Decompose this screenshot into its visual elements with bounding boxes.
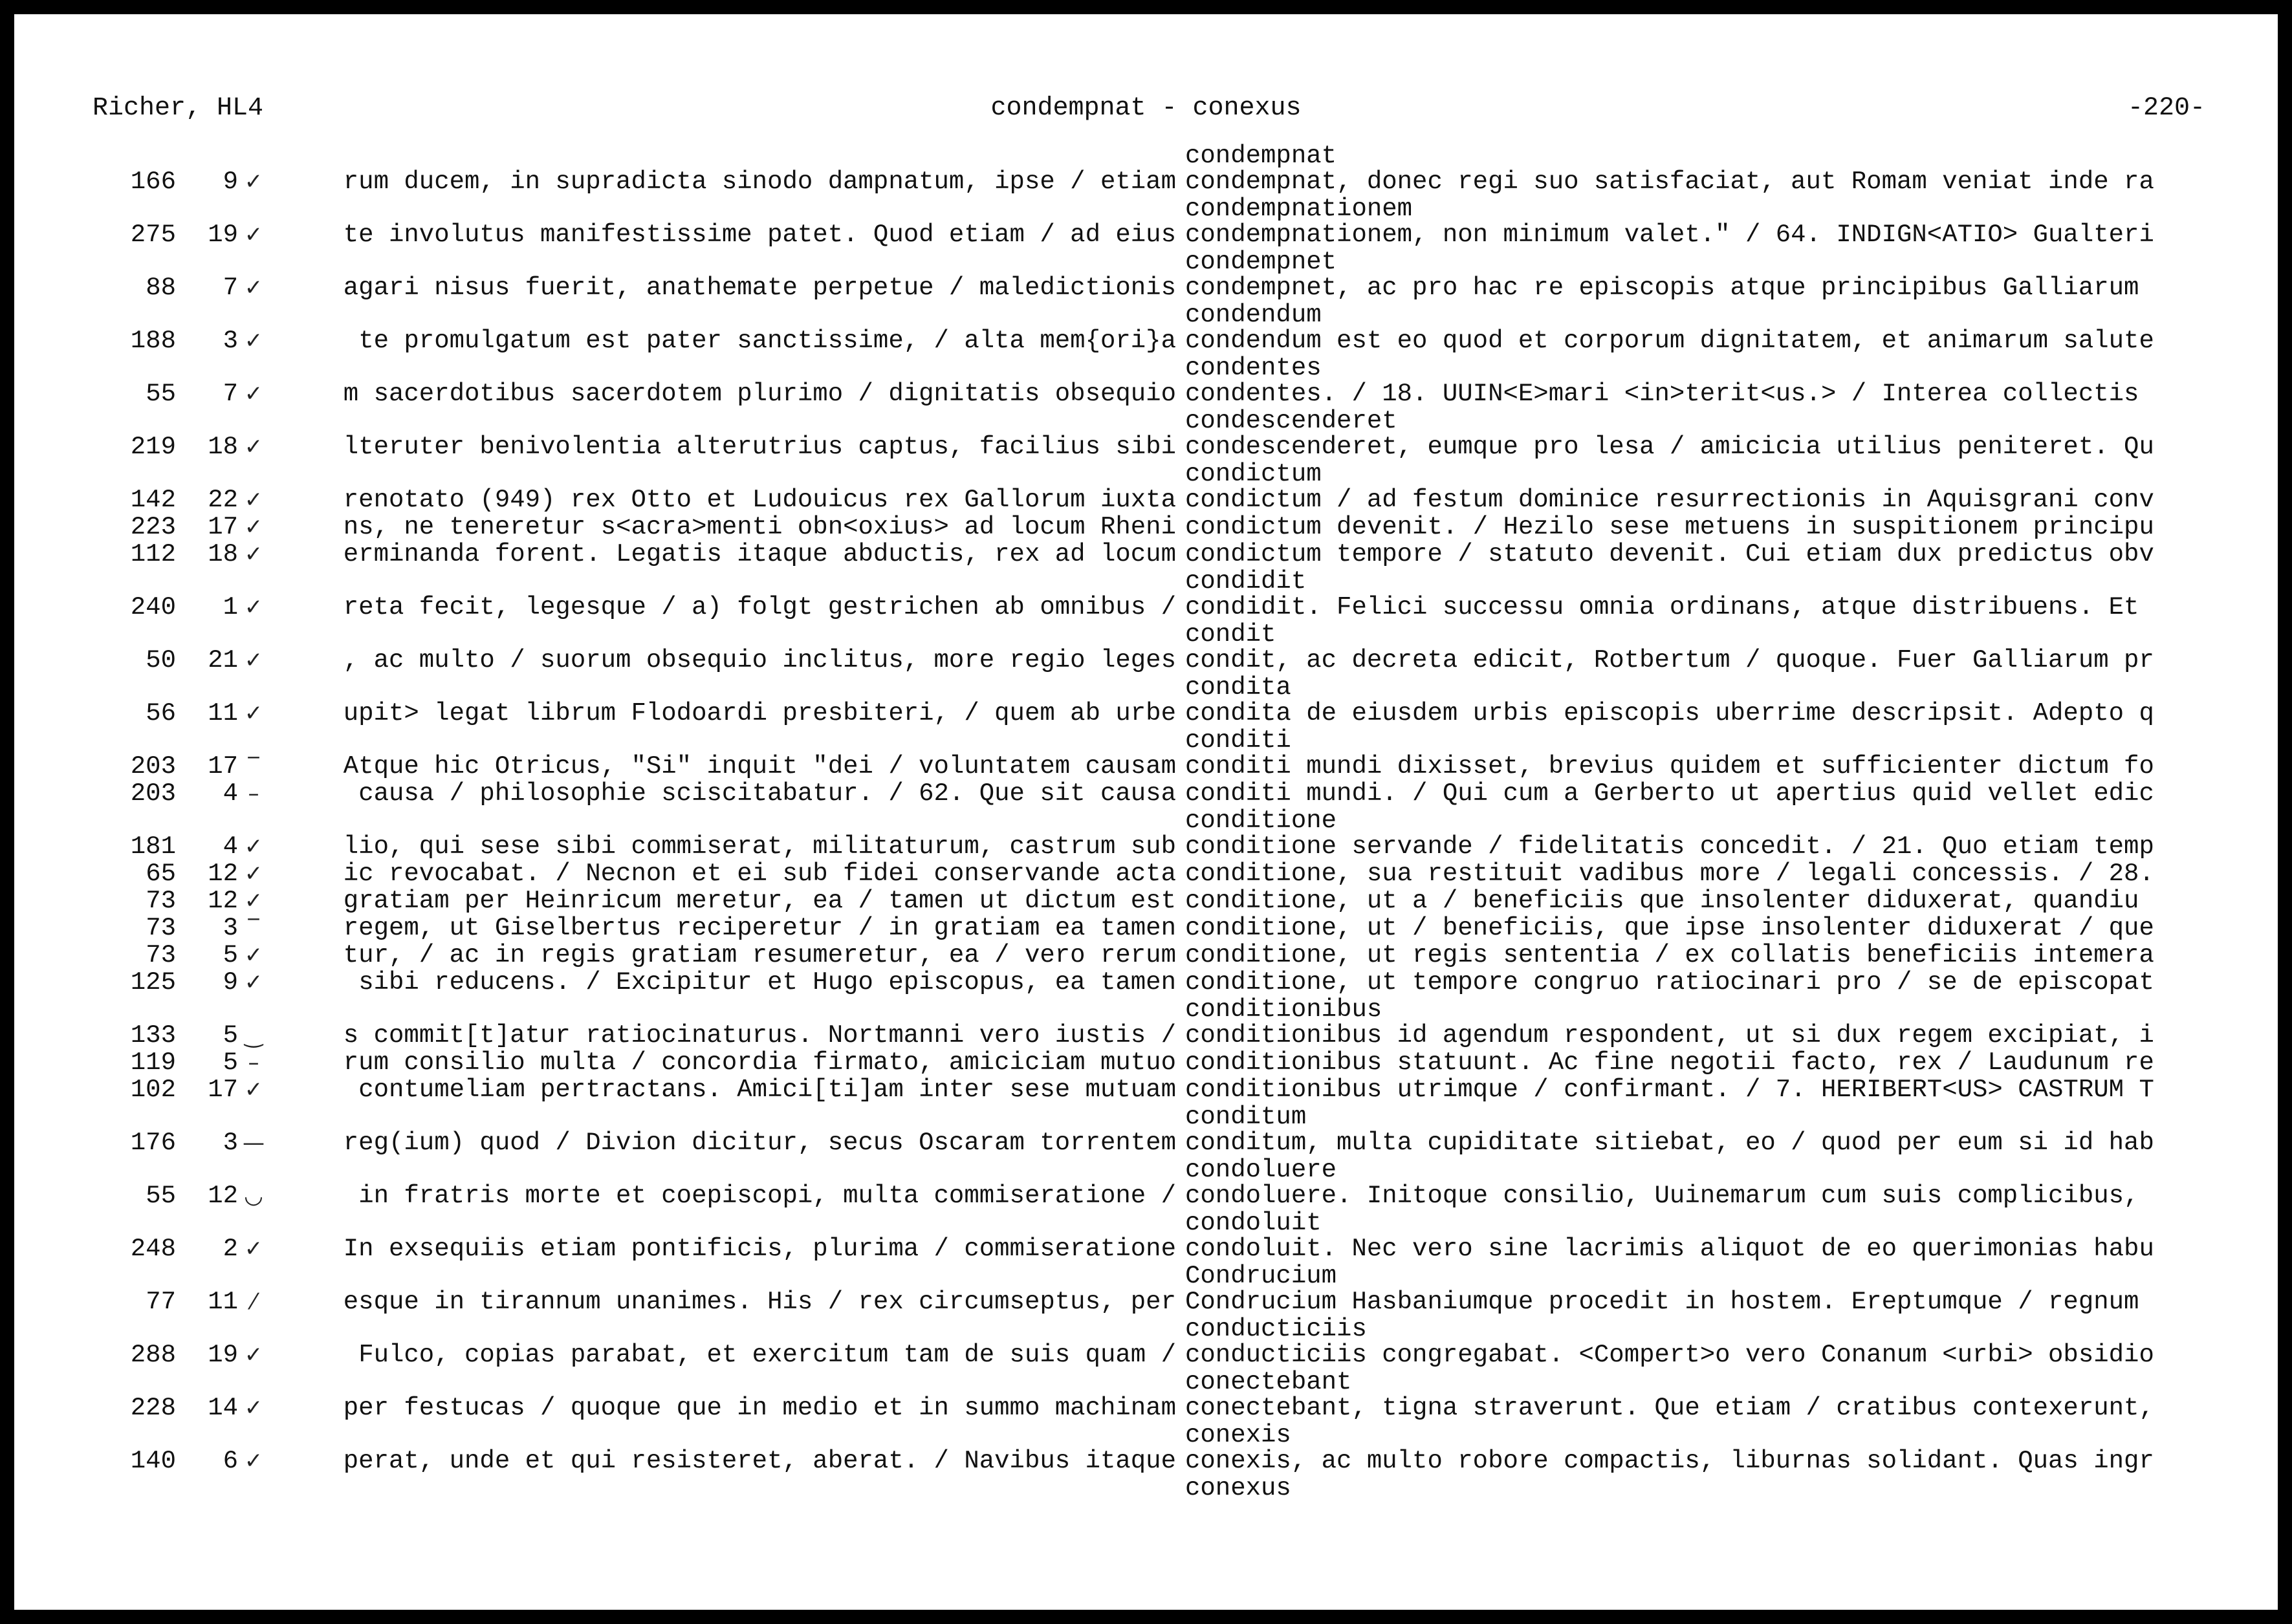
lemma-heading: condempnat <box>1185 142 1337 170</box>
concordance-page <box>14 14 2278 1610</box>
lemma-heading: condempnet <box>1185 248 1337 276</box>
left-context: rum ducem, in supradicta sinodo dampnatum, ipse / etiam <box>343 168 1176 195</box>
lemma-heading: conditione <box>1185 807 1337 835</box>
keyword-context: condictum tempore / statuto devenit. Cui etiam dux predictus obv <box>1185 541 2154 568</box>
lemma-heading: condentes <box>1185 354 1322 382</box>
left-context: per festucas / quoque que in medio et in summo machinam <box>343 1394 1176 1422</box>
lemma-heading: condendum <box>1185 301 1322 329</box>
check-mark-icon: ✓ <box>244 942 263 968</box>
keyword-context: condempnet, ac pro hac re episcopis atque principibus Galliarum <box>1185 274 2139 301</box>
left-context: in fratris morte et coepiscopi, multa commiseratione / <box>358 1182 1176 1209</box>
page-reference: 275 <box>130 221 176 249</box>
check-mark-icon: – <box>248 781 259 807</box>
line-number: 17 <box>208 1076 238 1104</box>
left-context: agari nisus fuerit, anathemate perpetue / maledictionis <box>343 274 1176 301</box>
check-mark-icon: – <box>248 1050 259 1076</box>
line-number: 5 <box>223 1048 238 1077</box>
line-number: 7 <box>223 380 238 408</box>
check-mark-icon: ✓ <box>244 275 263 301</box>
page-reference: 181 <box>130 832 176 861</box>
line-number: 21 <box>208 646 238 675</box>
keyword-context: condentes. / 18. UUIN<E>mari <in>terit<us.> / Interea collectis <box>1185 380 2139 407</box>
left-context: renotato (949) rex Otto et Ludouicus rex Gallorum iuxta <box>343 486 1176 514</box>
check-mark-icon: ‾ <box>248 915 259 941</box>
lemma-heading: condita <box>1185 673 1291 702</box>
check-mark-icon: ✓ <box>244 647 263 673</box>
page-reference: 228 <box>130 1394 176 1422</box>
lemma-heading: conditi <box>1185 726 1291 755</box>
page-reference: 56 <box>146 699 176 728</box>
keyword-context: conditionibus id agendum respondent, ut si dux regem excipiat, i <box>1185 1022 2154 1049</box>
line-number: 9 <box>223 968 238 997</box>
check-mark-icon: ✓ <box>244 834 263 860</box>
check-mark-icon: ✓ <box>244 169 263 195</box>
left-context: sibi reducens. / Excipitur et Hugo episcopus, ea tamen <box>358 969 1176 996</box>
left-context: upit> legat librum Flodoardi presbiteri, / quem ab urbe <box>343 700 1176 727</box>
lemma-heading: conditionibus <box>1185 995 1382 1024</box>
check-mark-icon: ✓ <box>244 487 263 513</box>
page-reference: 176 <box>130 1129 176 1157</box>
lemma-heading: condidit <box>1185 567 1307 596</box>
lemma-heading: condescenderet <box>1185 407 1397 435</box>
page-reference: 119 <box>130 1048 176 1077</box>
page-reference: 140 <box>130 1447 176 1475</box>
keyword-context: conectebant, tigna straverunt. Que etiam / cratibus contexerunt, <box>1185 1394 2154 1422</box>
page-reference: 203 <box>130 779 176 808</box>
left-context: s commit[t]atur ratiocinaturus. Nortmanni vero iustis / <box>343 1022 1176 1049</box>
line-number: 19 <box>208 1341 238 1369</box>
page-reference: 240 <box>130 593 176 622</box>
line-number: 5 <box>223 941 238 969</box>
keyword-context: condoluere. Initoque consilio, Uuinemarum cum suis complicibus, <box>1185 1182 2139 1209</box>
page-reference: 112 <box>130 540 176 568</box>
left-context: lio, qui sese sibi commiserat, militaturum, castrum sub <box>343 833 1176 860</box>
page-reference: 219 <box>130 433 176 461</box>
check-mark-icon: ◡ <box>244 1183 263 1209</box>
header-source: Richer, HL4 <box>93 94 264 123</box>
lemma-heading: conectebant <box>1185 1368 1352 1396</box>
keyword-context: condictum / ad festum dominice resurrectionis in Aquisgrani conv <box>1185 486 2154 514</box>
check-mark-icon: ✓ <box>244 434 263 460</box>
line-number: 18 <box>208 540 238 568</box>
page-reference: 102 <box>130 1076 176 1104</box>
left-context: causa / philosophie sciscitabatur. / 62. Que sit causa <box>358 780 1176 807</box>
left-context: Atque hic Otricus, "Si" inquit "dei / voluntatem causam <box>343 753 1176 780</box>
left-context: m sacerdotibus sacerdotem plurimo / dignitatis obsequio <box>343 380 1176 407</box>
check-mark-icon: ✓ <box>244 1236 263 1262</box>
page-reference: 88 <box>146 274 176 302</box>
page-reference: 203 <box>130 752 176 781</box>
page-reference: 166 <box>130 168 176 196</box>
lemma-heading: conexus <box>1185 1474 1291 1502</box>
line-number: 4 <box>223 832 238 861</box>
lemma-heading: conditum <box>1185 1103 1307 1131</box>
keyword-context: condempnationem, non minimum valet." / 64. INDIGN<ATIO> Gualteri <box>1185 221 2154 248</box>
keyword-context: condit, ac decreta edicit, Rotbertum / quoque. Fuer Galliarum pr <box>1185 647 2154 674</box>
keyword-context: condendum est eo quod et corporum dignitatem, et animarum salute <box>1185 327 2154 354</box>
page-reference: 77 <box>146 1288 176 1316</box>
check-mark-icon: ⁄ <box>252 1289 256 1315</box>
check-mark-icon: — <box>243 1130 265 1156</box>
line-number: 5 <box>223 1021 238 1050</box>
page-reference: 248 <box>130 1235 176 1263</box>
keyword-context: conditionibus statuunt. Ac fine negotii facto, rex / Laudunum re <box>1185 1049 2154 1076</box>
left-context: reg(ium) quod / Divion dicitur, secus Oscaram torrentem <box>343 1129 1176 1156</box>
lemma-heading: condempnationem <box>1185 195 1413 223</box>
keyword-context: conducticiis congregabat. <Compert>o vero Conanum <urbi> obsidio <box>1185 1341 2154 1369</box>
keyword-context: conditi mundi. / Qui cum a Gerberto ut apertius quid vellet edic <box>1185 780 2154 807</box>
line-number: 22 <box>208 486 238 514</box>
page-reference: 288 <box>130 1341 176 1369</box>
line-number: 12 <box>208 887 238 915</box>
keyword-context: conditionibus utrimque / confirmant. / 7. HERIBERT<US> CASTRUM T <box>1185 1076 2154 1103</box>
lemma-heading: conducticiis <box>1185 1315 1367 1343</box>
left-context: tur, / ac in regis gratiam resumeretur, ea / vero rerum <box>343 942 1176 969</box>
lemma-heading: condoluit <box>1185 1209 1322 1237</box>
left-context: ic revocabat. / Necnon et ei sub fidei conservande acta <box>343 860 1176 887</box>
check-mark-icon: ‾ <box>248 753 259 779</box>
keyword-context: conditione, ut / beneficiis, que ipse insolenter diduxerat / que <box>1185 915 2154 942</box>
page-reference: 73 <box>146 887 176 915</box>
lemma-heading: conexis <box>1185 1421 1291 1449</box>
check-mark-icon: ✓ <box>244 1448 263 1474</box>
keyword-context: conditione, ut a / beneficiis que insolenter diduxerat, quandiu <box>1185 887 2139 915</box>
keyword-context: conexis, ac multo robore compactis, liburnas solidant. Quas ingr <box>1185 1447 2154 1475</box>
left-context: regem, ut Giselbertus reciperetur / in gratiam ea tamen <box>343 915 1176 942</box>
left-context: ns, ne teneretur s<acra>menti obn<oxius> ad locum Rheni <box>343 514 1176 541</box>
check-mark-icon: ✓ <box>244 594 263 620</box>
left-context: te promulgatum est pater sanctissime, / alta mem{ori}a <box>358 327 1176 354</box>
left-context: contumeliam pertractans. Amici[ti]am inter sese mutuam <box>358 1076 1176 1103</box>
check-mark-icon: ✓ <box>244 328 263 354</box>
line-number: 11 <box>208 1288 238 1316</box>
left-context: reta fecit, legesque / a) folgt gestrichen ab omnibus / <box>343 594 1176 621</box>
line-number: 3 <box>223 327 238 355</box>
left-context: te involutus manifestissime patet. Quod etiam / ad eius <box>343 221 1176 248</box>
line-number: 19 <box>208 221 238 249</box>
keyword-context: conditum, multa cupiditate sitiebat, eo / quod per eum si id hab <box>1185 1129 2154 1156</box>
lemma-heading: condoluere <box>1185 1156 1337 1184</box>
line-number: 18 <box>208 433 238 461</box>
page-reference: 125 <box>130 968 176 997</box>
left-context: erminanda forent. Legatis itaque abductis, rex ad locum <box>343 541 1176 568</box>
page-reference: 188 <box>130 327 176 355</box>
check-mark-icon: ✓ <box>244 541 263 567</box>
check-mark-icon: ✓ <box>244 1342 263 1368</box>
keyword-context: condoluit. Nec vero sine lacrimis aliquot de eo querimonias habu <box>1185 1235 2154 1262</box>
page-reference: 50 <box>146 646 176 675</box>
line-number: 4 <box>223 779 238 808</box>
page-reference: 55 <box>146 380 176 408</box>
keyword-context: conditione servande / fidelitatis concedit. / 21. Quo etiam temp <box>1185 833 2154 860</box>
check-mark-icon: ✓ <box>244 381 263 407</box>
header-range: condempnat - conexus <box>990 94 1302 123</box>
page-reference: 73 <box>146 914 176 942</box>
header-page-number: -220- <box>2127 94 2205 123</box>
line-number: 1 <box>223 593 238 622</box>
keyword-context: condita de eiusdem urbis episcopis uberrime descripsit. Adepto q <box>1185 700 2154 727</box>
page-reference: 223 <box>130 513 176 541</box>
line-number: 12 <box>208 1182 238 1210</box>
line-number: 6 <box>223 1447 238 1475</box>
page-reference: 65 <box>146 860 176 888</box>
lemma-heading: Condrucium <box>1185 1262 1337 1290</box>
check-mark-icon: ✓ <box>244 222 263 248</box>
check-mark-icon: ✓ <box>244 1077 263 1103</box>
page-reference: 73 <box>146 941 176 969</box>
line-number: 14 <box>208 1394 238 1422</box>
check-mark-icon: ✓ <box>244 861 263 887</box>
left-context: lteruter benivolentia alterutrius captus, facilius sibi <box>343 433 1176 460</box>
left-context: , ac multo / suorum obsequio inclitus, more regio leges <box>343 647 1176 674</box>
page-reference: 142 <box>130 486 176 514</box>
line-number: 3 <box>223 914 238 942</box>
line-number: 3 <box>223 1129 238 1157</box>
keyword-context: conditi mundi dixisset, brevius quidem et sufficienter dictum fo <box>1185 753 2154 780</box>
check-mark-icon: ✓ <box>244 514 263 540</box>
keyword-context: condictum devenit. / Hezilo sese metuens in suspitionem principu <box>1185 514 2154 541</box>
keyword-context: conditione, ut regis sententia / ex collatis beneficiis intemera <box>1185 942 2154 969</box>
left-context: esque in tirannum unanimes. His / rex circumseptus, per <box>343 1288 1176 1315</box>
keyword-context: conditione, ut tempore congruo ratiocinari pro / se de episcopat <box>1185 969 2154 996</box>
check-mark-icon: ✓ <box>244 700 263 726</box>
line-number: 12 <box>208 860 238 888</box>
line-number: 7 <box>223 274 238 302</box>
line-number: 9 <box>223 168 238 196</box>
keyword-context: condidit. Felici successu omnia ordinans, atque distribuens. Et <box>1185 594 2139 621</box>
keyword-context: condescenderet, eumque pro lesa / amicicia utilius peniteret. Qu <box>1185 433 2154 460</box>
left-context: perat, unde et qui resisteret, aberat. / Navibus itaque <box>343 1447 1176 1475</box>
keyword-context: condempnat, donec regi suo satisfaciat, aut Romam veniat inde ra <box>1185 168 2154 195</box>
lemma-heading: condictum <box>1185 460 1322 488</box>
left-context: Fulco, copias parabat, et exercitum tam de suis quam / <box>358 1341 1176 1369</box>
page-reference: 55 <box>146 1182 176 1210</box>
line-number: 17 <box>208 752 238 781</box>
page-reference: 133 <box>130 1021 176 1050</box>
keyword-context: Condrucium Hasbaniumque procedit in hostem. Ereptumque / regnum <box>1185 1288 2139 1315</box>
line-number: 17 <box>208 513 238 541</box>
line-number: 11 <box>208 699 238 728</box>
left-context: rum consilio multa / concordia firmato, amiciciam mutuo <box>343 1049 1176 1076</box>
check-mark-icon: ✓ <box>244 969 263 995</box>
check-mark-icon: ✓ <box>244 1395 263 1421</box>
keyword-context: conditione, sua restituit vadibus more / legali concessis. / 28. <box>1185 860 2154 887</box>
left-context: gratiam per Heinricum meretur, ea / tamen ut dictum est <box>343 887 1176 915</box>
lemma-heading: condit <box>1185 620 1276 649</box>
check-mark-icon: ‿ <box>245 1023 263 1048</box>
left-context: In exsequiis etiam pontificis, plurima / commiseratione <box>343 1235 1176 1262</box>
check-mark-icon: ✓ <box>244 888 263 914</box>
line-number: 2 <box>223 1235 238 1263</box>
